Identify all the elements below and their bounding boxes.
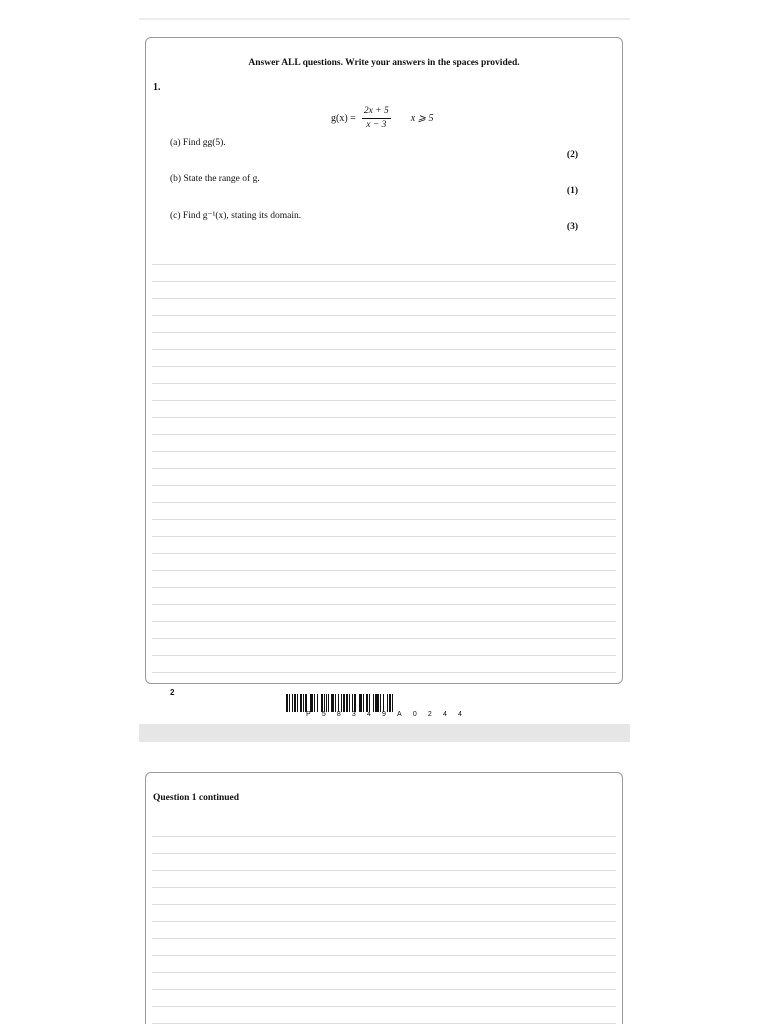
barcode-character: 8 (336, 711, 341, 718)
answer-line (152, 939, 616, 956)
barcode-bar (393, 694, 395, 712)
formula-denominator: x − 3 (366, 119, 387, 130)
function-definition (331, 106, 434, 131)
marks-part-b: (1) (566, 186, 578, 196)
barcode-character: 0 (412, 711, 417, 718)
continuation-page-frame (145, 772, 623, 1024)
formula-domain-condition: x ⩾ 5 (410, 112, 434, 124)
answer-line (152, 605, 616, 622)
barcode-character: 2 (427, 711, 432, 718)
page-number: 2 (170, 688, 175, 697)
answer-line (152, 956, 616, 973)
answer-line (152, 520, 616, 537)
question-part-a: (a) Find gg(5). (170, 138, 226, 148)
barcode-character: P (306, 711, 311, 718)
barcode-character: 4 (366, 711, 371, 718)
question-number: 1. (153, 82, 161, 93)
question-part-c: (c) Find g⁻¹(x), stating its domain. (170, 211, 302, 221)
answer-line (152, 282, 616, 299)
page-top-edge (139, 18, 630, 20)
answer-line (152, 452, 616, 469)
answer-line (152, 537, 616, 554)
answer-line (152, 350, 616, 367)
formula-lhs: g(x) = (331, 112, 356, 124)
answer-line (152, 418, 616, 435)
answer-line (152, 469, 616, 486)
answer-line (152, 905, 616, 922)
answer-line (152, 248, 616, 265)
answer-line (152, 837, 616, 854)
barcode (286, 694, 482, 712)
answer-line (152, 299, 616, 316)
answer-line (152, 316, 616, 333)
instructions-text: Answer ALL questions. Write your answers in the spaces provided. (248, 58, 520, 68)
page-separator (139, 724, 630, 742)
barcode-character: 9 (382, 711, 386, 718)
answer-line (152, 990, 616, 1007)
barcode-character: 4 (458, 711, 462, 718)
barcode-character: 4 (442, 711, 447, 718)
answer-line (152, 486, 616, 503)
answer-line (152, 922, 616, 939)
marks-part-c: (3) (566, 222, 578, 232)
answer-line (152, 401, 616, 418)
marks-part-a: (2) (566, 150, 578, 160)
answer-line (152, 554, 616, 571)
answer-line (152, 588, 616, 605)
answer-page-frame (145, 37, 623, 684)
answer-line (152, 1007, 616, 1024)
answer-line (152, 656, 616, 673)
question-part-b: (b) State the range of g. (170, 174, 260, 184)
barcode-number (286, 711, 482, 718)
answer-line (152, 888, 616, 905)
answer-line (152, 265, 616, 282)
barcode-character: A (397, 711, 402, 718)
answer-line (152, 973, 616, 990)
answer-line (152, 435, 616, 452)
answer-line (152, 333, 616, 350)
answer-lines[interactable] (152, 248, 616, 673)
answer-line (152, 367, 616, 384)
formula-numerator: 2x + 5 (362, 106, 391, 119)
answer-line (152, 639, 616, 656)
answer-lines[interactable] (152, 820, 616, 1024)
answer-line (152, 384, 616, 401)
answer-line (152, 503, 616, 520)
formula-fraction (362, 106, 391, 131)
answer-line (152, 854, 616, 871)
barcode-character: 3 (351, 711, 356, 718)
answer-line (152, 871, 616, 888)
answer-line (152, 820, 616, 837)
answer-line (152, 571, 616, 588)
barcode-character: 5 (321, 711, 326, 718)
answer-line (152, 622, 616, 639)
continuation-heading: Question 1 continued (153, 793, 240, 803)
